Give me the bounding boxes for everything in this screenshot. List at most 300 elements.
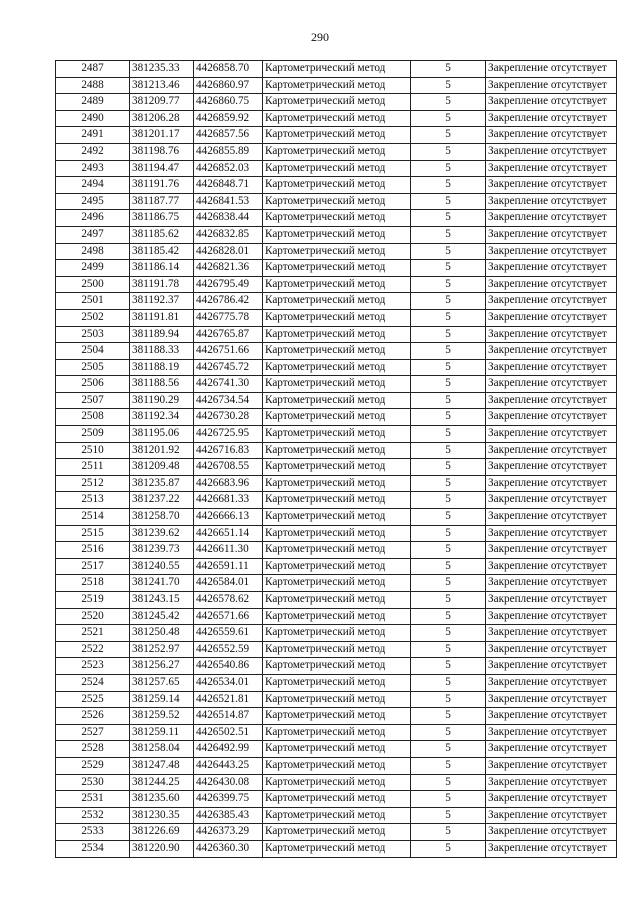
accuracy-cell: 5 (411, 343, 486, 360)
y-coordinate-cell: 4426730.28 (194, 409, 263, 426)
method-cell: Картометрический метод (263, 840, 411, 857)
accuracy-cell: 5 (411, 326, 486, 343)
x-coordinate-cell: 381230.35 (130, 807, 194, 824)
fixation-note-cell: Закрепление отсутствует (486, 791, 617, 808)
method-cell: Картометрический метод (263, 177, 411, 194)
table-row (56, 757, 617, 774)
method-cell: Картометрический метод (263, 674, 411, 691)
y-coordinate-cell: 4426611.30 (194, 542, 263, 559)
accuracy-cell: 5 (411, 226, 486, 243)
y-coordinate-cell: 4426765.87 (194, 326, 263, 343)
table-row (56, 558, 617, 575)
x-coordinate-cell: 381185.42 (130, 243, 194, 260)
accuracy-cell: 5 (411, 774, 486, 791)
x-coordinate-cell: 381189.94 (130, 326, 194, 343)
point-number-cell: 2493 (56, 160, 130, 177)
y-coordinate-cell: 4426502.51 (194, 724, 263, 741)
accuracy-cell: 5 (411, 674, 486, 691)
point-number-cell: 2533 (56, 824, 130, 841)
x-coordinate-cell: 381192.34 (130, 409, 194, 426)
y-coordinate-cell: 4426578.62 (194, 592, 263, 609)
table-row (56, 774, 617, 791)
y-coordinate-cell: 4426859.92 (194, 110, 263, 127)
y-coordinate-cell: 4426540.86 (194, 658, 263, 675)
point-number-cell: 2514 (56, 509, 130, 526)
fixation-note-cell: Закрепление отсутствует (486, 110, 617, 127)
point-number-cell: 2502 (56, 309, 130, 326)
fixation-note-cell: Закрепление отсутствует (486, 61, 617, 78)
x-coordinate-cell: 381252.97 (130, 641, 194, 658)
point-number-cell: 2521 (56, 625, 130, 642)
point-number-cell: 2515 (56, 525, 130, 542)
point-number-cell: 2516 (56, 542, 130, 559)
accuracy-cell: 5 (411, 724, 486, 741)
fixation-note-cell: Закрепление отсутствует (486, 143, 617, 160)
table-row (56, 492, 617, 509)
y-coordinate-cell: 4426786.42 (194, 293, 263, 310)
y-coordinate-cell: 4426591.11 (194, 558, 263, 575)
accuracy-cell: 5 (411, 708, 486, 725)
y-coordinate-cell: 4426855.89 (194, 143, 263, 160)
y-coordinate-cell: 4426858.70 (194, 61, 263, 78)
table-row (56, 525, 617, 542)
x-coordinate-cell: 381250.48 (130, 625, 194, 642)
y-coordinate-cell: 4426430.08 (194, 774, 263, 791)
table-row (56, 309, 617, 326)
point-number-cell: 2524 (56, 674, 130, 691)
accuracy-cell: 5 (411, 177, 486, 194)
fixation-note-cell: Закрепление отсутствует (486, 127, 617, 144)
fixation-note-cell: Закрепление отсутствует (486, 774, 617, 791)
x-coordinate-cell: 381243.15 (130, 592, 194, 609)
method-cell: Картометрический метод (263, 127, 411, 144)
method-cell: Картометрический метод (263, 343, 411, 360)
x-coordinate-cell: 381235.60 (130, 791, 194, 808)
x-coordinate-cell: 381198.76 (130, 143, 194, 160)
accuracy-cell: 5 (411, 127, 486, 144)
accuracy-cell: 5 (411, 459, 486, 476)
x-coordinate-cell: 381213.46 (130, 77, 194, 94)
fixation-note-cell: Закрепление отсутствует (486, 426, 617, 443)
accuracy-cell: 5 (411, 392, 486, 409)
y-coordinate-cell: 4426651.14 (194, 525, 263, 542)
point-number-cell: 2507 (56, 392, 130, 409)
x-coordinate-cell: 381237.22 (130, 492, 194, 509)
x-coordinate-cell: 381191.78 (130, 276, 194, 293)
point-number-cell: 2504 (56, 343, 130, 360)
method-cell: Картометрический метод (263, 226, 411, 243)
table-row (56, 691, 617, 708)
point-number-cell: 2505 (56, 359, 130, 376)
method-cell: Картометрический метод (263, 94, 411, 111)
method-cell: Картометрический метод (263, 442, 411, 459)
method-cell: Картометрический метод (263, 293, 411, 310)
method-cell: Картометрический метод (263, 61, 411, 78)
x-coordinate-cell: 381206.28 (130, 110, 194, 127)
accuracy-cell: 5 (411, 575, 486, 592)
y-coordinate-cell: 4426841.53 (194, 193, 263, 210)
fixation-note-cell: Закрепление отсутствует (486, 708, 617, 725)
y-coordinate-cell: 4426681.33 (194, 492, 263, 509)
table-row (56, 807, 617, 824)
x-coordinate-cell: 381258.70 (130, 509, 194, 526)
accuracy-cell: 5 (411, 509, 486, 526)
table-row (56, 840, 617, 857)
point-number-cell: 2501 (56, 293, 130, 310)
point-number-cell: 2532 (56, 807, 130, 824)
method-cell: Картометрический метод (263, 824, 411, 841)
accuracy-cell: 5 (411, 824, 486, 841)
y-coordinate-cell: 4426848.71 (194, 177, 263, 194)
method-cell: Картометрический метод (263, 475, 411, 492)
y-coordinate-cell: 4426373.29 (194, 824, 263, 841)
table-row (56, 210, 617, 227)
method-cell: Картометрический метод (263, 160, 411, 177)
fixation-note-cell: Закрепление отсутствует (486, 757, 617, 774)
table-row (56, 343, 617, 360)
y-coordinate-cell: 4426552.59 (194, 641, 263, 658)
table-row (56, 110, 617, 127)
table-row (56, 127, 617, 144)
coordinates-table-body (56, 61, 617, 858)
y-coordinate-cell: 4426666.13 (194, 509, 263, 526)
fixation-note-cell: Закрепление отсутствует (486, 243, 617, 260)
table-row (56, 160, 617, 177)
method-cell: Картометрический метод (263, 110, 411, 127)
y-coordinate-cell: 4426521.81 (194, 691, 263, 708)
point-number-cell: 2519 (56, 592, 130, 609)
table-row (56, 392, 617, 409)
accuracy-cell: 5 (411, 658, 486, 675)
point-number-cell: 2520 (56, 608, 130, 625)
x-coordinate-cell: 381258.04 (130, 741, 194, 758)
table-row (56, 193, 617, 210)
point-number-cell: 2531 (56, 791, 130, 808)
method-cell: Картометрический метод (263, 791, 411, 808)
point-number-cell: 2488 (56, 77, 130, 94)
method-cell: Картометрический метод (263, 724, 411, 741)
fixation-note-cell: Закрепление отсутствует (486, 392, 617, 409)
table-row (56, 293, 617, 310)
method-cell: Картометрический метод (263, 392, 411, 409)
point-number-cell: 2508 (56, 409, 130, 426)
fixation-note-cell: Закрепление отсутствует (486, 376, 617, 393)
accuracy-cell: 5 (411, 210, 486, 227)
method-cell: Картометрический метод (263, 77, 411, 94)
y-coordinate-cell: 4426559.61 (194, 625, 263, 642)
y-coordinate-cell: 4426443.25 (194, 757, 263, 774)
x-coordinate-cell: 381239.73 (130, 542, 194, 559)
x-coordinate-cell: 381240.55 (130, 558, 194, 575)
table-row (56, 77, 617, 94)
x-coordinate-cell: 381201.92 (130, 442, 194, 459)
x-coordinate-cell: 381186.75 (130, 210, 194, 227)
accuracy-cell: 5 (411, 61, 486, 78)
fixation-note-cell: Закрепление отсутствует (486, 641, 617, 658)
y-coordinate-cell: 4426360.30 (194, 840, 263, 857)
point-number-cell: 2526 (56, 708, 130, 725)
accuracy-cell: 5 (411, 625, 486, 642)
accuracy-cell: 5 (411, 426, 486, 443)
table-row (56, 243, 617, 260)
point-number-cell: 2511 (56, 459, 130, 476)
accuracy-cell: 5 (411, 807, 486, 824)
accuracy-cell: 5 (411, 475, 486, 492)
x-coordinate-cell: 381192.37 (130, 293, 194, 310)
x-coordinate-cell: 381239.62 (130, 525, 194, 542)
table-row (56, 475, 617, 492)
table-row (56, 791, 617, 808)
fixation-note-cell: Закрепление отсутствует (486, 77, 617, 94)
table-row (56, 592, 617, 609)
table-row (56, 641, 617, 658)
accuracy-cell: 5 (411, 691, 486, 708)
y-coordinate-cell: 4426775.78 (194, 309, 263, 326)
fixation-note-cell: Закрепление отсутствует (486, 592, 617, 609)
point-number-cell: 2496 (56, 210, 130, 227)
y-coordinate-cell: 4426683.96 (194, 475, 263, 492)
table-row (56, 442, 617, 459)
x-coordinate-cell: 381209.77 (130, 94, 194, 111)
accuracy-cell: 5 (411, 791, 486, 808)
point-number-cell: 2487 (56, 61, 130, 78)
y-coordinate-cell: 4426860.97 (194, 77, 263, 94)
method-cell: Картометрический метод (263, 757, 411, 774)
y-coordinate-cell: 4426828.01 (194, 243, 263, 260)
y-coordinate-cell: 4426514.87 (194, 708, 263, 725)
x-coordinate-cell: 381259.11 (130, 724, 194, 741)
table-row (56, 608, 617, 625)
fixation-note-cell: Закрепление отсутствует (486, 625, 617, 642)
accuracy-cell: 5 (411, 409, 486, 426)
fixation-note-cell: Закрепление отсутствует (486, 807, 617, 824)
x-coordinate-cell: 381188.56 (130, 376, 194, 393)
fixation-note-cell: Закрепление отсутствует (486, 525, 617, 542)
fixation-note-cell: Закрепление отсутствует (486, 840, 617, 857)
accuracy-cell: 5 (411, 309, 486, 326)
y-coordinate-cell: 4426795.49 (194, 276, 263, 293)
accuracy-cell: 5 (411, 276, 486, 293)
accuracy-cell: 5 (411, 492, 486, 509)
y-coordinate-cell: 4426832.85 (194, 226, 263, 243)
method-cell: Картометрический метод (263, 608, 411, 625)
point-number-cell: 2498 (56, 243, 130, 260)
point-number-cell: 2527 (56, 724, 130, 741)
point-number-cell: 2491 (56, 127, 130, 144)
point-number-cell: 2503 (56, 326, 130, 343)
x-coordinate-cell: 381259.14 (130, 691, 194, 708)
method-cell: Картометрический метод (263, 542, 411, 559)
accuracy-cell: 5 (411, 608, 486, 625)
table-row (56, 260, 617, 277)
x-coordinate-cell: 381257.65 (130, 674, 194, 691)
x-coordinate-cell: 381201.17 (130, 127, 194, 144)
x-coordinate-cell: 381241.70 (130, 575, 194, 592)
fixation-note-cell: Закрепление отсутствует (486, 309, 617, 326)
x-coordinate-cell: 381209.48 (130, 459, 194, 476)
coordinates-table (55, 60, 617, 858)
fixation-note-cell: Закрепление отсутствует (486, 359, 617, 376)
table-row (56, 658, 617, 675)
fixation-note-cell: Закрепление отсутствует (486, 658, 617, 675)
fixation-note-cell: Закрепление отсутствует (486, 575, 617, 592)
y-coordinate-cell: 4426571.66 (194, 608, 263, 625)
accuracy-cell: 5 (411, 558, 486, 575)
page-number: 290 (311, 30, 329, 44)
point-number-cell: 2528 (56, 741, 130, 758)
table-row (56, 724, 617, 741)
method-cell: Картометрический метод (263, 691, 411, 708)
table-row (56, 575, 617, 592)
y-coordinate-cell: 4426708.55 (194, 459, 263, 476)
accuracy-cell: 5 (411, 160, 486, 177)
point-number-cell: 2518 (56, 575, 130, 592)
table-row (56, 741, 617, 758)
table-row (56, 359, 617, 376)
x-coordinate-cell: 381185.62 (130, 226, 194, 243)
fixation-note-cell: Закрепление отсутствует (486, 741, 617, 758)
fixation-note-cell: Закрепление отсутствует (486, 724, 617, 741)
table-row (56, 326, 617, 343)
method-cell: Картометрический метод (263, 558, 411, 575)
point-number-cell: 2492 (56, 143, 130, 160)
y-coordinate-cell: 4426745.72 (194, 359, 263, 376)
method-cell: Картометрический метод (263, 625, 411, 642)
method-cell: Картометрический метод (263, 143, 411, 160)
method-cell: Картометрический метод (263, 459, 411, 476)
method-cell: Картометрический метод (263, 376, 411, 393)
y-coordinate-cell: 4426725.95 (194, 426, 263, 443)
table-row (56, 509, 617, 526)
fixation-note-cell: Закрепление отсутствует (486, 343, 617, 360)
point-number-cell: 2500 (56, 276, 130, 293)
x-coordinate-cell: 381226.69 (130, 824, 194, 841)
method-cell: Картометрический метод (263, 309, 411, 326)
table-row (56, 376, 617, 393)
point-number-cell: 2490 (56, 110, 130, 127)
fixation-note-cell: Закрепление отсутствует (486, 260, 617, 277)
method-cell: Картометрический метод (263, 426, 411, 443)
point-number-cell: 2523 (56, 658, 130, 675)
method-cell: Картометрический метод (263, 243, 411, 260)
x-coordinate-cell: 381256.27 (130, 658, 194, 675)
x-coordinate-cell: 381186.14 (130, 260, 194, 277)
point-number-cell: 2525 (56, 691, 130, 708)
accuracy-cell: 5 (411, 641, 486, 658)
method-cell: Картометрический метод (263, 193, 411, 210)
x-coordinate-cell: 381245.42 (130, 608, 194, 625)
fixation-note-cell: Закрепление отсутствует (486, 293, 617, 310)
fixation-note-cell: Закрепление отсутствует (486, 492, 617, 509)
table-row (56, 674, 617, 691)
x-coordinate-cell: 381188.19 (130, 359, 194, 376)
accuracy-cell: 5 (411, 592, 486, 609)
point-number-cell: 2512 (56, 475, 130, 492)
method-cell: Картометрический метод (263, 326, 411, 343)
y-coordinate-cell: 4426751.66 (194, 343, 263, 360)
table-row (56, 459, 617, 476)
accuracy-cell: 5 (411, 77, 486, 94)
fixation-note-cell: Закрепление отсутствует (486, 193, 617, 210)
point-number-cell: 2489 (56, 94, 130, 111)
fixation-note-cell: Закрепление отсутствует (486, 177, 617, 194)
y-coordinate-cell: 4426741.30 (194, 376, 263, 393)
fixation-note-cell: Закрепление отсутствует (486, 210, 617, 227)
x-coordinate-cell: 381235.87 (130, 475, 194, 492)
y-coordinate-cell: 4426716.83 (194, 442, 263, 459)
point-number-cell: 2530 (56, 774, 130, 791)
accuracy-cell: 5 (411, 243, 486, 260)
accuracy-cell: 5 (411, 542, 486, 559)
method-cell: Картометрический метод (263, 774, 411, 791)
point-number-cell: 2529 (56, 757, 130, 774)
table-row (56, 61, 617, 78)
accuracy-cell: 5 (411, 525, 486, 542)
fixation-note-cell: Закрепление отсутствует (486, 276, 617, 293)
x-coordinate-cell: 381188.33 (130, 343, 194, 360)
x-coordinate-cell: 381195.06 (130, 426, 194, 443)
accuracy-cell: 5 (411, 193, 486, 210)
x-coordinate-cell: 381191.76 (130, 177, 194, 194)
fixation-note-cell: Закрепление отсутствует (486, 824, 617, 841)
point-number-cell: 2522 (56, 641, 130, 658)
accuracy-cell: 5 (411, 840, 486, 857)
fixation-note-cell: Закрепление отсутствует (486, 542, 617, 559)
point-number-cell: 2495 (56, 193, 130, 210)
point-number-cell: 2517 (56, 558, 130, 575)
x-coordinate-cell: 381247.48 (130, 757, 194, 774)
y-coordinate-cell: 4426734.54 (194, 392, 263, 409)
y-coordinate-cell: 4426838.44 (194, 210, 263, 227)
fixation-note-cell: Закрепление отсутствует (486, 608, 617, 625)
method-cell: Картометрический метод (263, 210, 411, 227)
accuracy-cell: 5 (411, 376, 486, 393)
accuracy-cell: 5 (411, 359, 486, 376)
fixation-note-cell: Закрепление отсутствует (486, 475, 617, 492)
method-cell: Картометрический метод (263, 359, 411, 376)
fixation-note-cell: Закрепление отсутствует (486, 674, 617, 691)
point-number-cell: 2494 (56, 177, 130, 194)
accuracy-cell: 5 (411, 110, 486, 127)
method-cell: Картометрический метод (263, 409, 411, 426)
y-coordinate-cell: 4426534.01 (194, 674, 263, 691)
method-cell: Картометрический метод (263, 525, 411, 542)
point-number-cell: 2509 (56, 426, 130, 443)
method-cell: Картометрический метод (263, 509, 411, 526)
method-cell: Картометрический метод (263, 575, 411, 592)
x-coordinate-cell: 381235.33 (130, 61, 194, 78)
point-number-cell: 2510 (56, 442, 130, 459)
fixation-note-cell: Закрепление отсутствует (486, 691, 617, 708)
point-number-cell: 2513 (56, 492, 130, 509)
x-coordinate-cell: 381187.77 (130, 193, 194, 210)
fixation-note-cell: Закрепление отсутствует (486, 160, 617, 177)
y-coordinate-cell: 4426857.56 (194, 127, 263, 144)
method-cell: Картометрический метод (263, 276, 411, 293)
accuracy-cell: 5 (411, 143, 486, 160)
method-cell: Картометрический метод (263, 658, 411, 675)
method-cell: Картометрический метод (263, 592, 411, 609)
fixation-note-cell: Закрепление отсутствует (486, 558, 617, 575)
fixation-note-cell: Закрепление отсутствует (486, 326, 617, 343)
table-row (56, 824, 617, 841)
x-coordinate-cell: 381244.25 (130, 774, 194, 791)
fixation-note-cell: Закрепление отсутствует (486, 509, 617, 526)
accuracy-cell: 5 (411, 94, 486, 111)
x-coordinate-cell: 381190.29 (130, 392, 194, 409)
y-coordinate-cell: 4426860.75 (194, 94, 263, 111)
x-coordinate-cell: 381259.52 (130, 708, 194, 725)
